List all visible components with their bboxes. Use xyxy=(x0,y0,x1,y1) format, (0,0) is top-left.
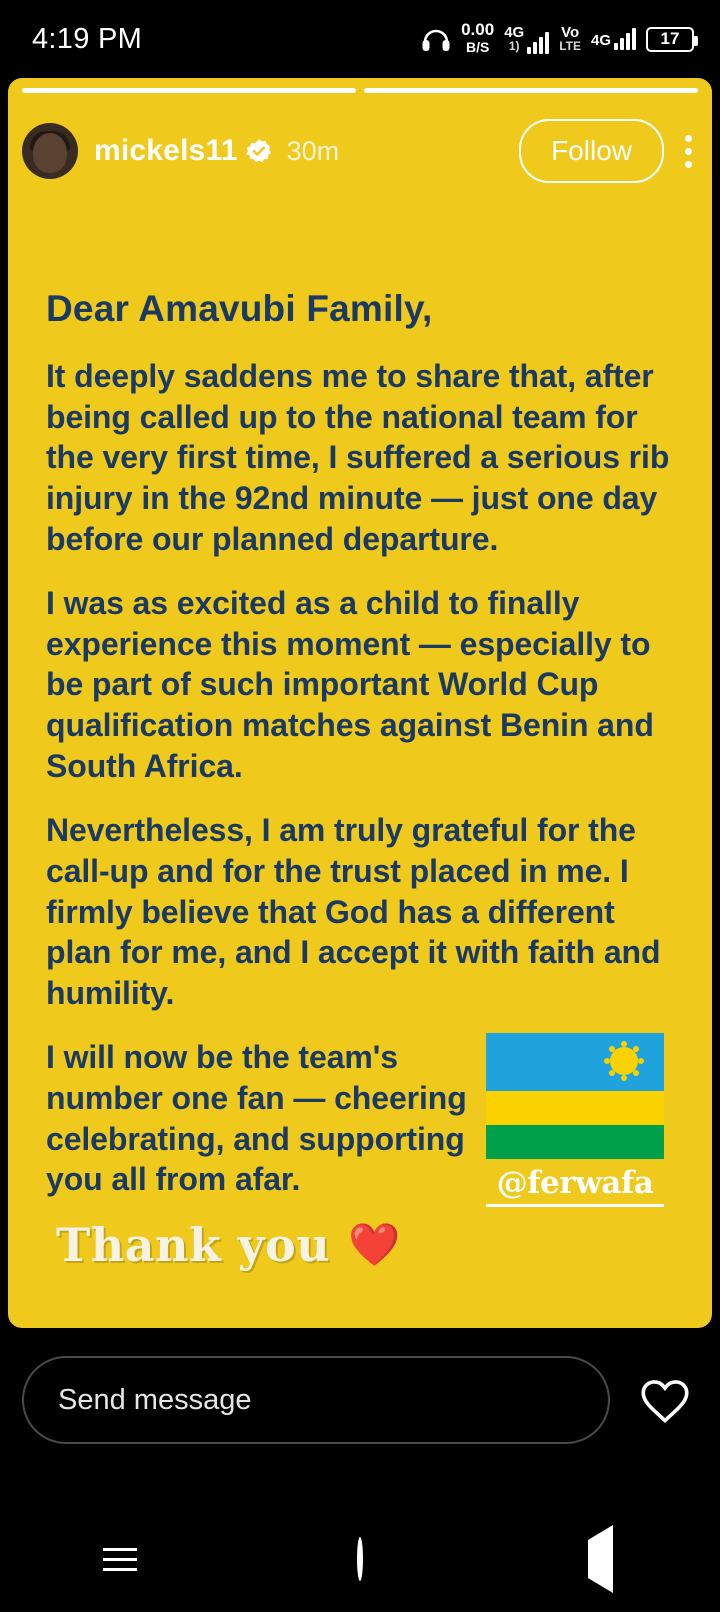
username[interactable]: mickels11 xyxy=(94,134,238,167)
story-paragraph-3: Nevertheless, I am truly grateful for the call-up and for the trust placed in me. I firmly believe that God has a different plan for me, and I accept it with faith and humility. xyxy=(46,812,661,1011)
volte-signal xyxy=(559,25,581,54)
story-paragraph-2: I was as excited as a child to finally experience this moment — especially to be part of such important World Cup qualification matches against Benin and South Africa. xyxy=(46,585,654,784)
verified-badge-icon xyxy=(245,137,273,165)
rwanda-flag-icon xyxy=(486,1033,664,1159)
progress-segment xyxy=(22,88,356,93)
sim1-signal xyxy=(504,25,549,54)
flag-yellow-band xyxy=(486,1091,664,1125)
bottom-bar xyxy=(0,1328,720,1612)
volte-sub-text: LTE xyxy=(559,38,581,53)
volte-label xyxy=(559,25,581,52)
network-speed-value: 0.00 xyxy=(461,20,495,40)
flag-green-band xyxy=(486,1125,664,1159)
story-salutation: Dear Amavubi Family, xyxy=(46,288,433,329)
headphone-icon xyxy=(421,26,451,52)
sim1-network-text: 4G xyxy=(504,23,525,41)
avatar-face xyxy=(33,133,67,173)
flag-sun-icon xyxy=(610,1047,638,1075)
thank-you-text: Thank you xyxy=(56,1218,331,1272)
android-nav-bar xyxy=(0,1524,720,1594)
federation-handle: @ferwafa xyxy=(486,1165,664,1207)
home-circle-icon[interactable] xyxy=(300,1542,420,1576)
timestamp: 30m xyxy=(286,135,340,166)
network-speed-unit: B/S xyxy=(465,39,490,55)
story-card[interactable] xyxy=(8,78,712,1328)
avatar[interactable] xyxy=(22,123,78,179)
follow-button[interactable]: Follow xyxy=(519,119,664,183)
story-progress-bar xyxy=(8,88,712,93)
sim2-network-label xyxy=(591,33,611,48)
sim1-network-label xyxy=(504,25,524,52)
more-options-icon[interactable] xyxy=(682,131,694,172)
menu-icon[interactable] xyxy=(60,1541,180,1578)
status-time: 4:19 PM xyxy=(32,22,143,55)
story-paragraph-4: I will now be the team's number one fan — cheering celebrating, and supporting you all from afar. xyxy=(46,1039,467,1198)
send-message-input[interactable] xyxy=(22,1356,610,1444)
sim2-network-text: 4G xyxy=(590,32,611,49)
signal-bars-icon xyxy=(527,32,549,54)
battery-percent: 17 xyxy=(660,29,680,48)
sim2-signal xyxy=(591,28,636,50)
thank-you-block xyxy=(56,1218,400,1272)
heart-outline-icon[interactable] xyxy=(636,1371,694,1429)
status-bar xyxy=(0,0,720,78)
battery-icon xyxy=(646,27,694,52)
status-icons xyxy=(421,21,694,57)
red-heart-emoji-icon: ❤️ xyxy=(348,1221,401,1268)
progress-segment xyxy=(364,88,698,93)
story-header xyxy=(8,106,712,196)
sim1-sub-text: 1) xyxy=(508,38,520,53)
rwanda-flag-block xyxy=(486,1033,664,1207)
signal-bars-icon-2 xyxy=(614,28,636,50)
reply-row xyxy=(0,1356,720,1444)
back-triangle-icon[interactable] xyxy=(540,1542,660,1576)
volte-text: Vo xyxy=(561,23,580,41)
story-paragraph-1: It deeply saddens me to share that, after being called up to the national team for the very first time, I suffered a serious rib injury in the 92nd minute — just one day before our planned departure. xyxy=(46,358,670,557)
network-speed xyxy=(461,21,494,57)
